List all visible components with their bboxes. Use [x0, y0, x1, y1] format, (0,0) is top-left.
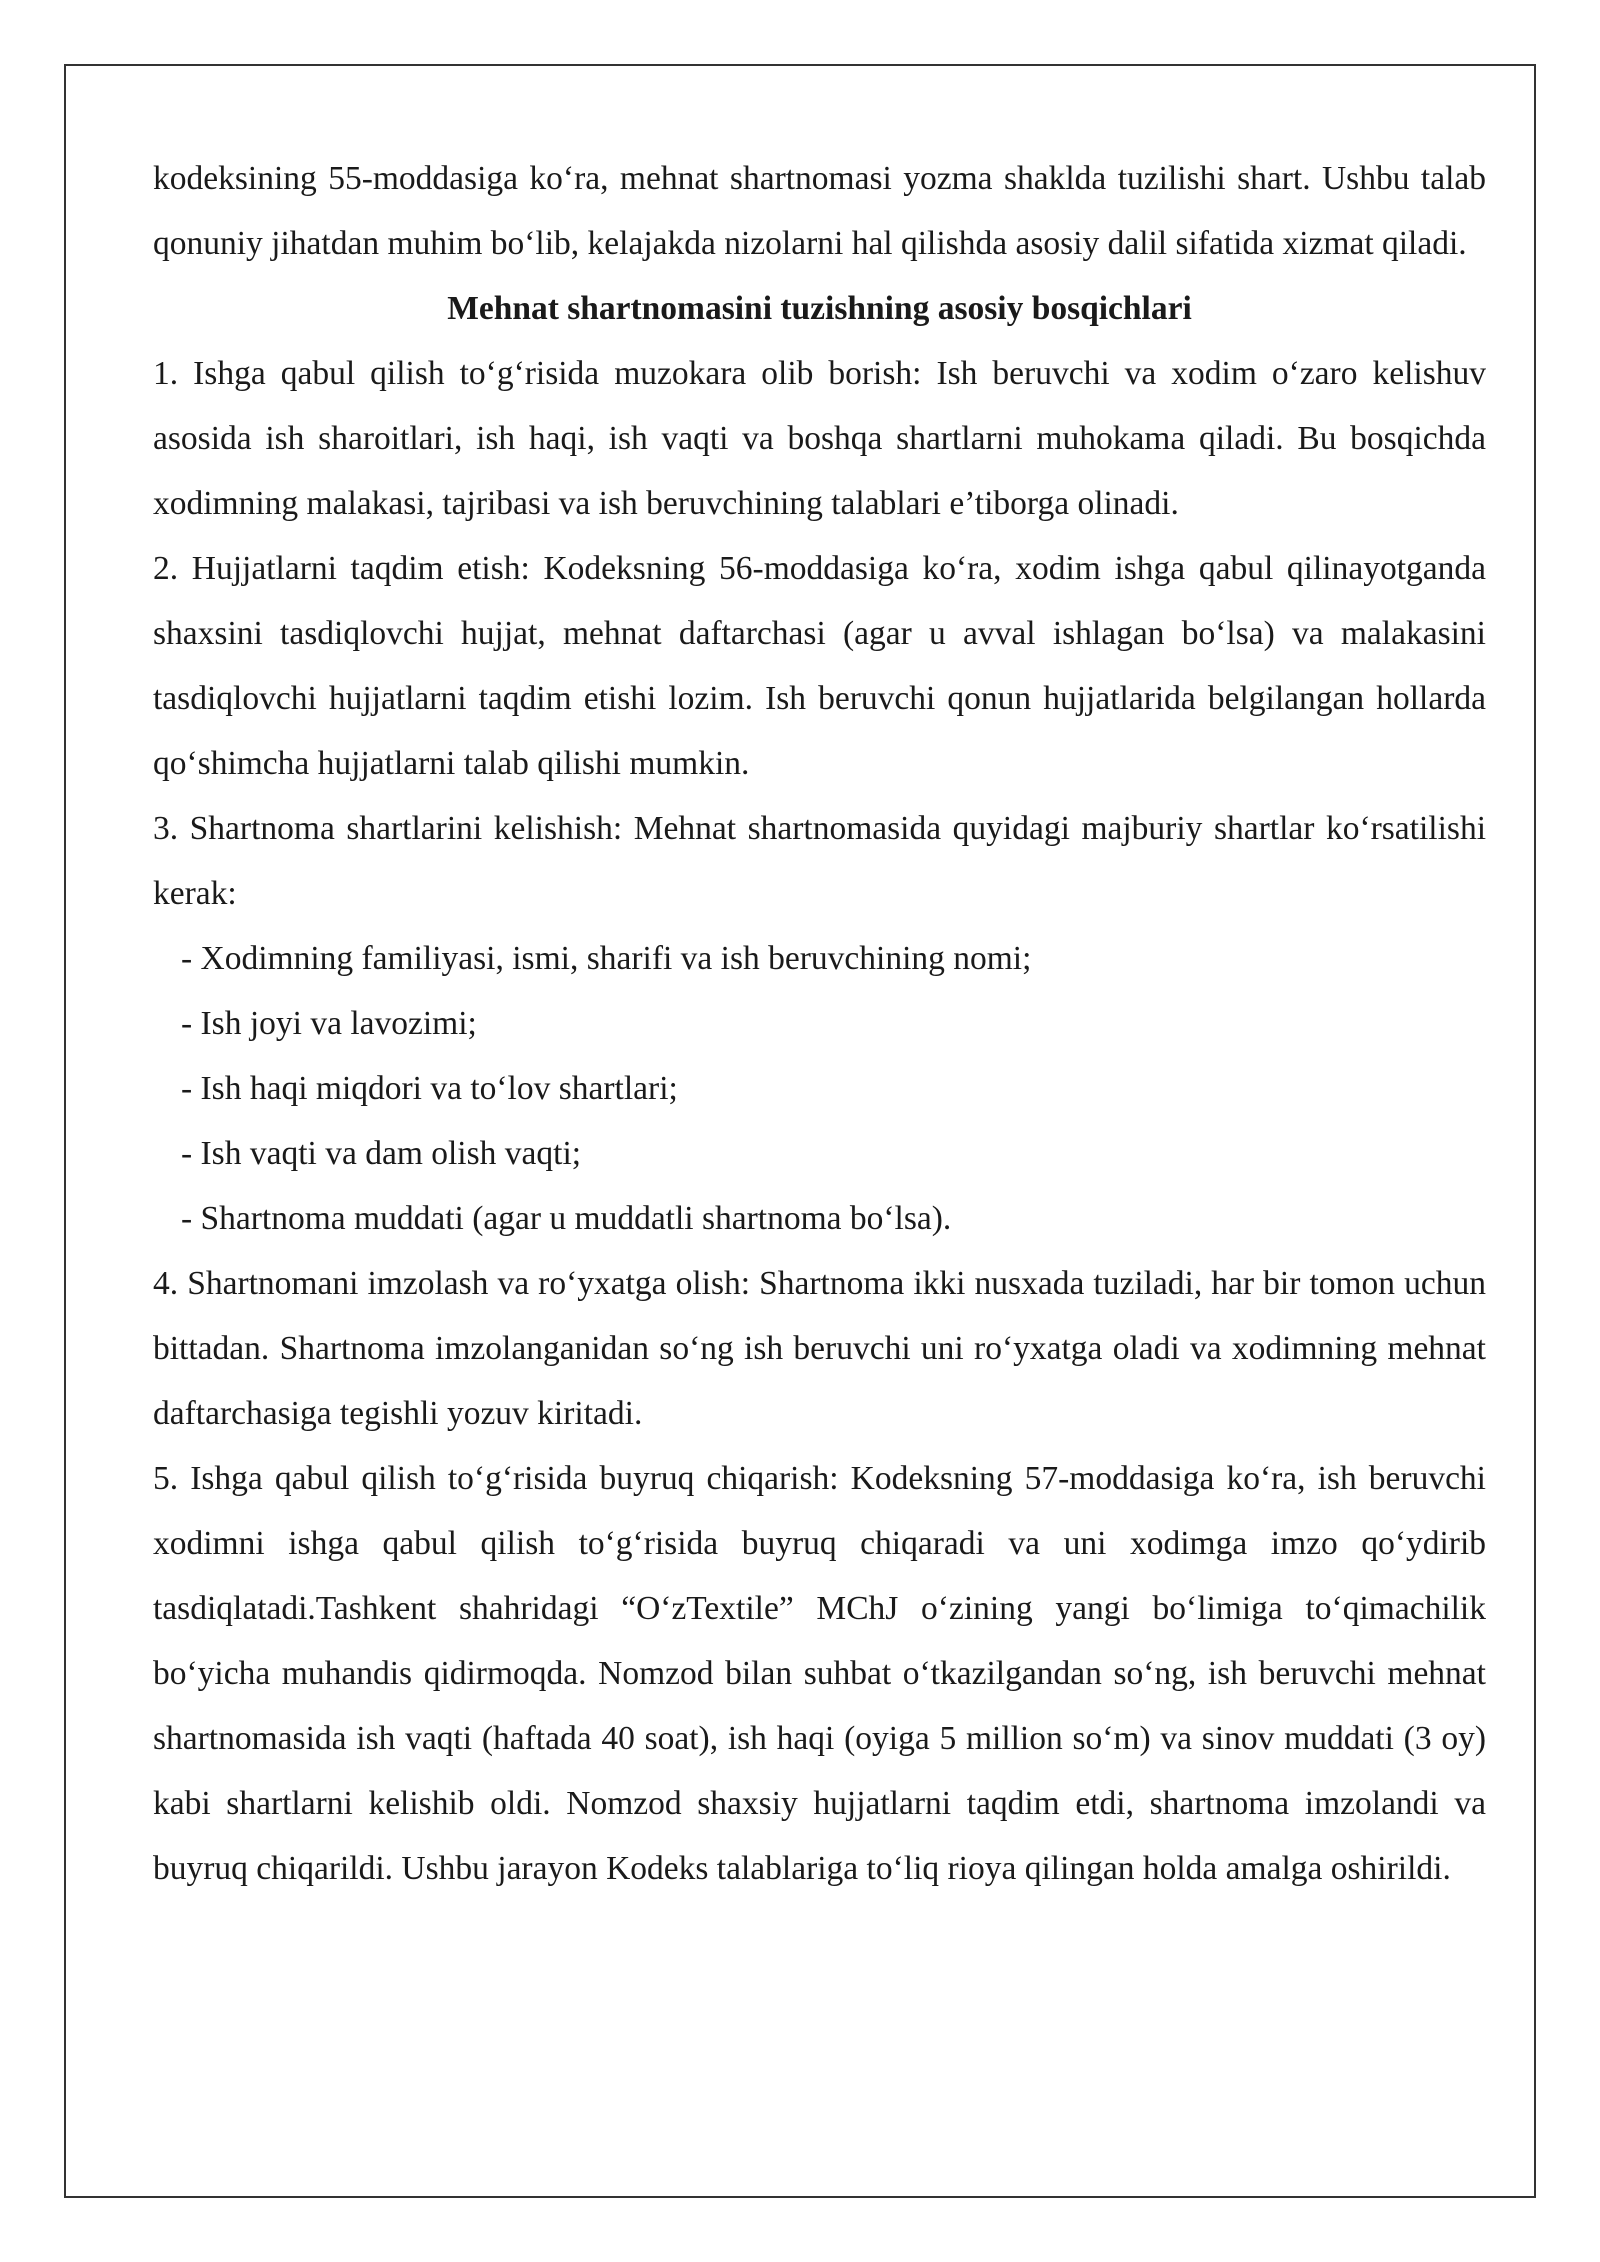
step-3-item: - Ish joyi va lavozimi; [181, 1005, 477, 1042]
step-3-item: - Ish vaqti va dam olish vaqti; [181, 1135, 582, 1172]
step-3-item: - Ish haqi miqdori va to‘lov shartlari; [181, 1070, 678, 1107]
step-3-item: - Shartnoma muddati (agar u muddatli shartnoma bo‘lsa). [181, 1200, 952, 1237]
step-4-paragraph: 4. Shartnomani imzolash va ro‘yxatga olish: Shartnoma ikki nusxada tuziladi, har bir tomon uchun bittadan. Shartnoma imzolanganidan so‘ng ish beruvchi uni ro‘yxatga oladi va xodimning mehnat daftarchasiga tegishli yozuv kiritadi. [153, 1265, 1486, 1432]
section-heading: Mehnat shartnomasini tuzishning asosiy bosqichlari [447, 290, 1192, 327]
step-1-paragraph: 1. Ishga qabul qilish to‘g‘risida muzokara olib borish: Ish beruvchi va xodim o‘zaro kelishuv asosida ish sharoitlari, ish haqi, ish vaqti va boshqa shartlarni muhokama qiladi. Bu bosqichda xodimning malakasi, tajribasi va ish beruvchining talablari e’tiborga olinadi. [153, 355, 1486, 522]
step-3-item: - Xodimning familiyasi, ismi, sharifi va ish beruvchining nomi; [181, 940, 1032, 977]
intro-paragraph: kodeksining 55-moddasiga ko‘ra, mehnat shartnomasi yozma shaklda tuzilishi shart. Ushbu talab qonuniy jihatdan muhim bo‘lib, kelajakda nizolarni hal qilishda asosiy dalil sifatida xizmat qiladi. [153, 160, 1486, 262]
document-body [153, 146, 1486, 1901]
step-3-paragraph: 3. Shartnoma shartlarini kelishish: Mehnat shartnomasida quyidagi majburiy shartlar ko‘rsatilishi kerak: [153, 810, 1486, 912]
step-2-paragraph: 2. Hujjatlarni taqdim etish: Kodeksning 56-moddasiga ko‘ra, xodim ishga qabul qilinayotganda shaxsini tasdiqlovchi hujjat, mehnat daftarchasi (agar u avval ishlagan bo‘lsa) va malakasini tasdiqlovchi hujjatlarni taqdim etishi lozim. Ish beruvchi qonun hujjatlarida belgilangan hollarda qo‘shimcha hujjatlarni talab qilishi mumkin. [153, 550, 1486, 782]
step-5-paragraph: 5. Ishga qabul qilish to‘g‘risida buyruq chiqarish: Kodeksning 57-moddasiga ko‘ra, ish beruvchi xodimni ishga qabul qilish to‘g‘risida buyruq chiqaradi va uni xodimga imzo qo‘ydirib tasdiqlatadi.Tashkent shahridagi “O‘zTextile” MChJ o‘zining yangi bo‘limiga to‘qimachilik bo‘yicha muhandis qidirmoqda. Nomzod bilan suhbat o‘tkazilgandan so‘ng, ish beruvchi mehnat shartnomasida ish vaqti (haftada 40 soat), ish haqi (oyiga 5 million so‘m) va sinov muddati (3 oy) kabi shartlarni kelishib oldi. Nomzod shaxsiy hujjatlarni taqdim etdi, shartnoma imzolandi va buyruq chiqarildi. Ushbu jarayon Kodeks talablariga to‘liq rioya qilingan holda amalga oshirildi. [153, 1460, 1486, 1887]
